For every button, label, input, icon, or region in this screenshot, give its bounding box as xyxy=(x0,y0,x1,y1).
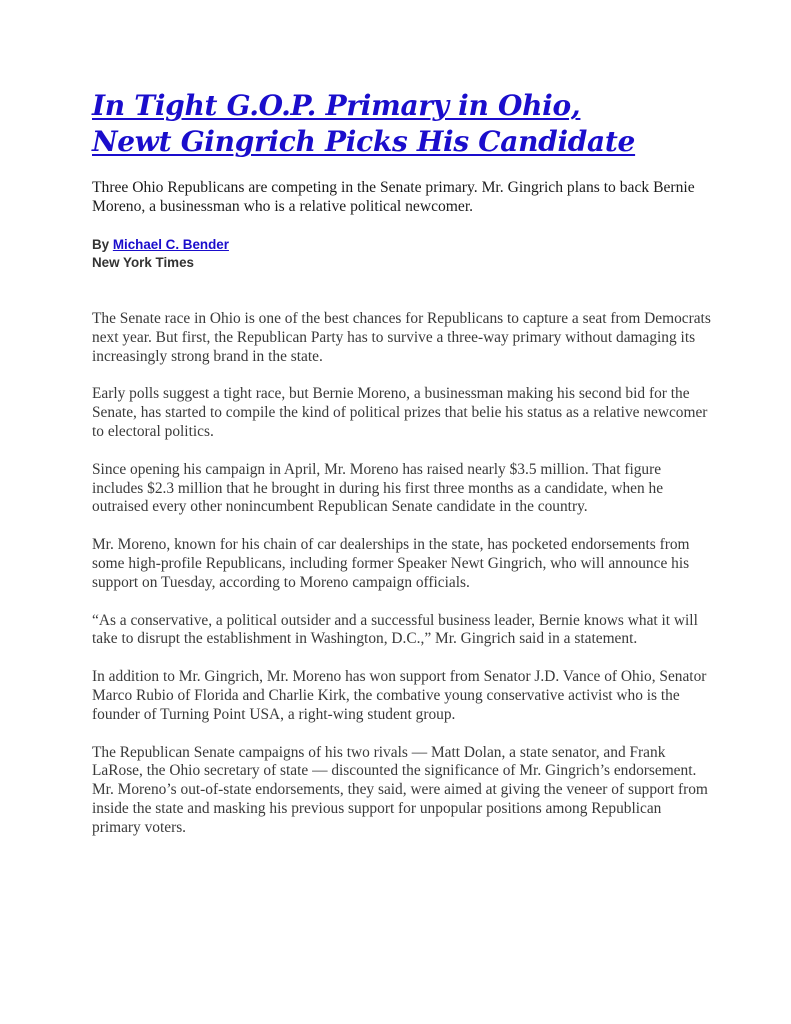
body-paragraph: In addition to Mr. Gingrich, Mr. Moreno has won support from Senator J.D. Vance of Ohio, Senator Marco Rubio of Florida and Charlie Kirk, the combative young conservative activist who is the founder of Turning Point USA, a right-wing student group. xyxy=(92,668,707,723)
headline-line-2: Newt Gingrich Picks His Candidate xyxy=(92,125,636,158)
article-dek: Three Ohio Republicans are competing in the Senate primary. Mr. Gingrich plans to back Bernie Moreno, a businessman who is a relative political newcomer. xyxy=(92,179,695,215)
body-paragraph: Since opening his campaign in April, Mr. Moreno has raised nearly $3.5 million. That figure includes $2.3 million that he brought in during his first three months as a candidate, when he outraised every other nonincumbent Republican Senate candidate in the country. xyxy=(92,460,664,516)
headline-link[interactable] xyxy=(92,89,635,158)
body-paragraph: The Republican Senate campaigns of his two rivals — Matt Dolan, a state senator, and Frank LaRose, the Ohio secretary of state — discounted the significance of Mr. Gingrich’s endorsement. Mr. Moreno’s out-of-state endorsements, they said, were aimed at giving the veneer of support from inside the state and masking his previous support for unpopular positions among Republican primary voters. xyxy=(92,743,708,836)
author-link[interactable]: Michael C. Bender xyxy=(112,237,229,252)
article xyxy=(92,88,712,857)
article-headline xyxy=(92,88,712,160)
body-paragraph: “As a conservative, a political outsider and a successful business leader, Bernie knows what it will take to disrupt the establishment in Washington, D.C.,” Mr. Gingrich said in a statement. xyxy=(92,611,698,648)
article-body xyxy=(92,310,712,838)
byline xyxy=(92,236,712,254)
headline-line-1: In Tight G.O.P. Primary in Ohio, xyxy=(92,89,581,122)
body-paragraph: Mr. Moreno, known for his chain of car dealerships in the state, has pocketed endorsements from some high-profile Republicans, including former Speaker Newt Gingrich, who will announce his support on Tuesday, according to Moreno campaign officials. xyxy=(92,536,690,591)
byline-prefix: By xyxy=(92,237,113,252)
publication-name: New York Times xyxy=(92,255,194,270)
body-paragraph: Early polls suggest a tight race, but Bernie Moreno, a businessman making his second bid for the Senate, has started to compile the kind of political prizes that belie his status as a relative newcomer to electoral politics. xyxy=(92,385,708,440)
body-paragraph: The Senate race in Ohio is one of the best chances for Republicans to capture a seat from Democrats next year. But first, the Republican Party has to survive a three-way primary without damaging its increasingly strong brand in the state. xyxy=(92,310,711,365)
